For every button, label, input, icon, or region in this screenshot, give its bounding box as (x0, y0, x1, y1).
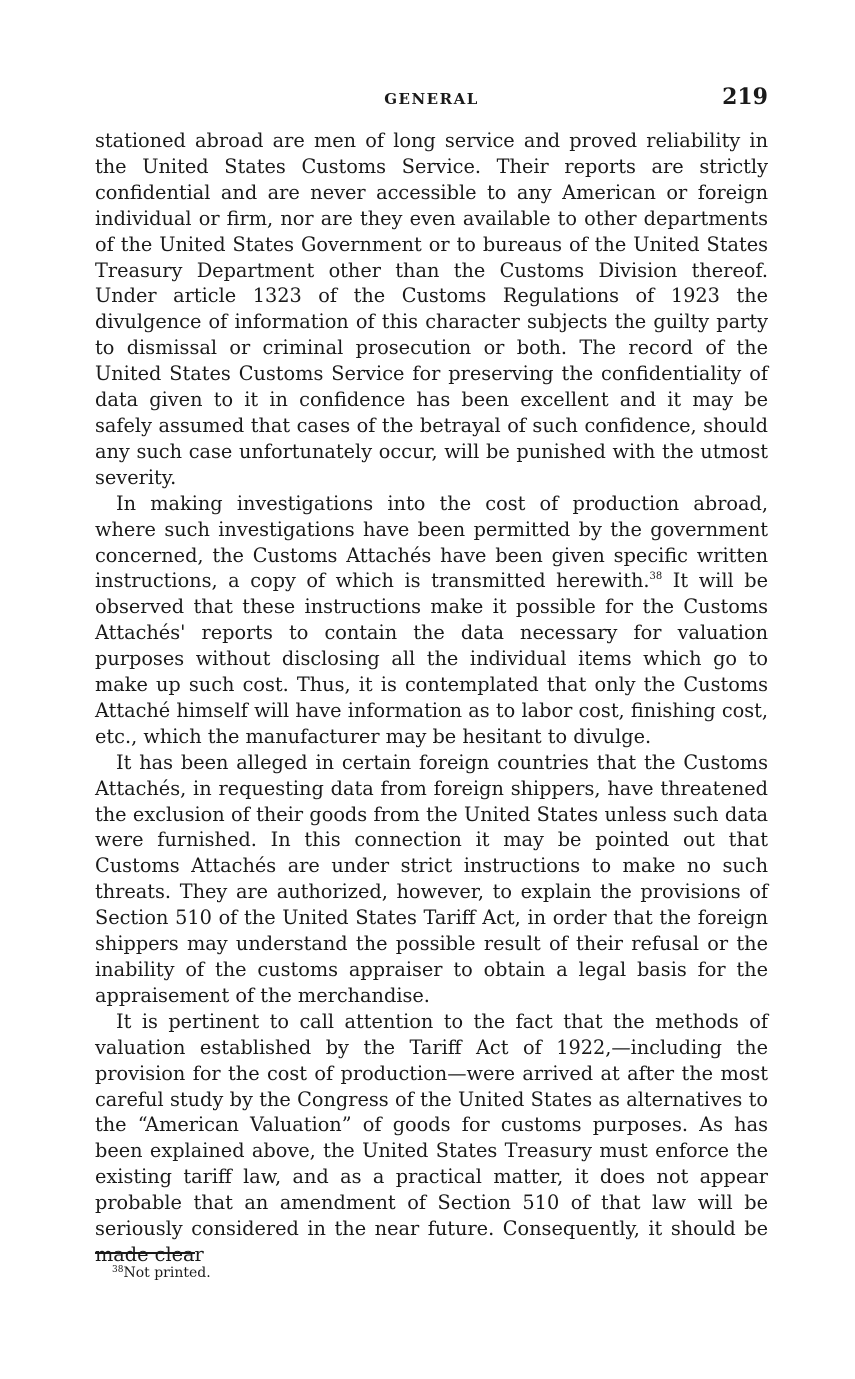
paragraph-investigations (95, 491, 768, 750)
footnote-text: Not printed. (123, 1265, 211, 1281)
footnote (112, 1264, 211, 1282)
page-header (95, 84, 768, 114)
page-number: 219 (722, 84, 768, 110)
body-text (95, 128, 768, 1268)
paragraph-text: It will be observed that these instructions make it possible for the Customs Attachés' reports to contain the data necessary for valuation purposes without disclosing all the individual items which go to make up such cost. Thus, it is contemplated that only the Customs Attaché himself will have information as to labor cost, finishing cost, etc., which the manufacturer may be hesitant to divulge. (95, 569, 768, 748)
paragraph-valuation-methods: It is pertinent to call attention to the fact that the methods of valuation established by the Tariff Act of 1922,—including the provision for the cost of production—were arrived at after the most careful study by the Congress of the United States as alternatives to the “American Valuation” of goods for customs purposes. As has been explained above, the United States Treasury must enforce the existing tariff law, and as a practical matter, it does not appear probable that an amendment of Section 510 of that law will be seriously considered in the near future. Consequently, it should be made clear (95, 1009, 768, 1266)
footnote-divider (95, 1252, 195, 1254)
running-head: GENERAL (384, 90, 479, 108)
paragraph-allegations: It has been alleged in certain foreign countries that the Customs Attachés, in requesting data from foreign shippers, have threatened the exclusion of their goods from the United States unless such data were furnished. In this connection it may be pointed out that Customs Attachés are under strict instructions to make no such threats. They are authorized, however, to explain the provisions of Section 510 of the United States Tariff Act, in order that the foreign shippers may understand the possible result of their refusal or the inability of the customs appraiser to obtain a legal basis for the appraisement of the merchandise. (95, 750, 768, 1007)
paragraph-text: In making investigations into the cost of production abroad, where such investigations have been permitted by the government concerned, the Customs Attachés have been given specific written instructions, a copy of which is transmitted herewith. (95, 491, 768, 593)
footnote-marker: 38 (112, 1265, 124, 1275)
footnote-reference: 38 (649, 571, 663, 583)
paragraph-continued: stationed abroad are men of long service and proved reliability in the United States Customs Service. Their reports are strictly confidential and are never accessible to any American or foreign individual or firm, nor are they even available to other departments of the United States Government or to bureaus of the United States Treasury Department other than the Customs Division thereof. Under article 1323 of the Customs Regulations of 1923 the divulgence of information of this character subjects the guilty party to dismissal or criminal prosecution or both. The record of the United States Customs Service for preserving the confidentiality of data given to it in confidence has been excellent and it may be safely assumed that cases of the betrayal of such confidence, should any such case unfortunately occur, will be punished with the utmost severity. (95, 129, 768, 489)
